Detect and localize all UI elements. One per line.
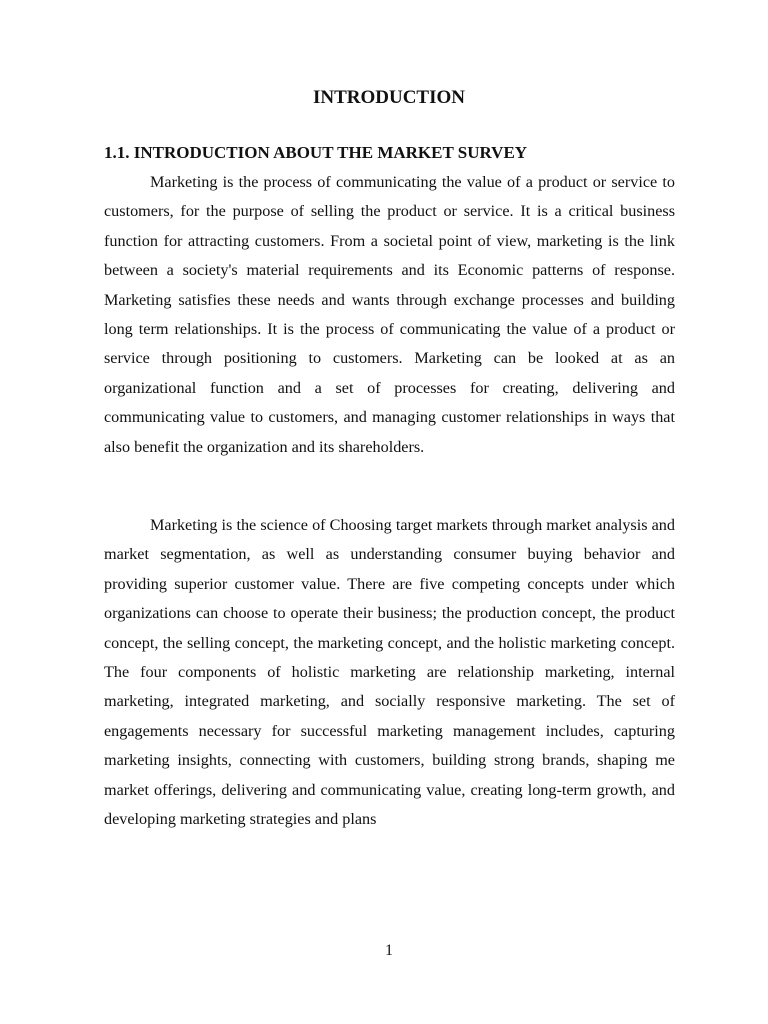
page-number: 1 — [385, 942, 393, 959]
section-heading: 1.1. INTRODUCTION ABOUT THE MARKET SURVEY — [104, 143, 528, 162]
body-paragraph-1: Marketing is the process of communicating the value of a product or service to customers, for the purpose of selling the product or service. It is a critical business function for attracting customers. From a societal point of view, marketing is the link between a society's material requirements and its Economic patterns of response. Marketing satisfies these needs and wants through exchange processes and building long term relationships. It is the process of communicating the value of a product or service through positioning to customers. Marketing can be looked at as an organizational function and a set of processes for creating, delivering and communicating value to customers, and managing customer relationships in ways that also benefit the organization and its shareholders. — [104, 173, 675, 456]
chapter-title: INTRODUCTION — [312, 87, 466, 108]
body-paragraph-2: Marketing is the science of Choosing target markets through market analysis and market segmentation, as well as understanding consumer buying behavior and providing superior customer value. There are five competing concepts under which organizations can choose to operate their business; the production concept, the product concept, the selling concept, the marketing concept, and the holistic marketing concept. The four components of holistic marketing are relationship marketing, internal marketing, integrated marketing, and socially responsive marketing. The set of engagements necessary for successful marketing management includes, capturing marketing insights, connecting with customers, building strong brands, shaping me market offerings, delivering and communicating value, creating long-term growth, and developing marketing strategies and plans — [104, 516, 675, 829]
